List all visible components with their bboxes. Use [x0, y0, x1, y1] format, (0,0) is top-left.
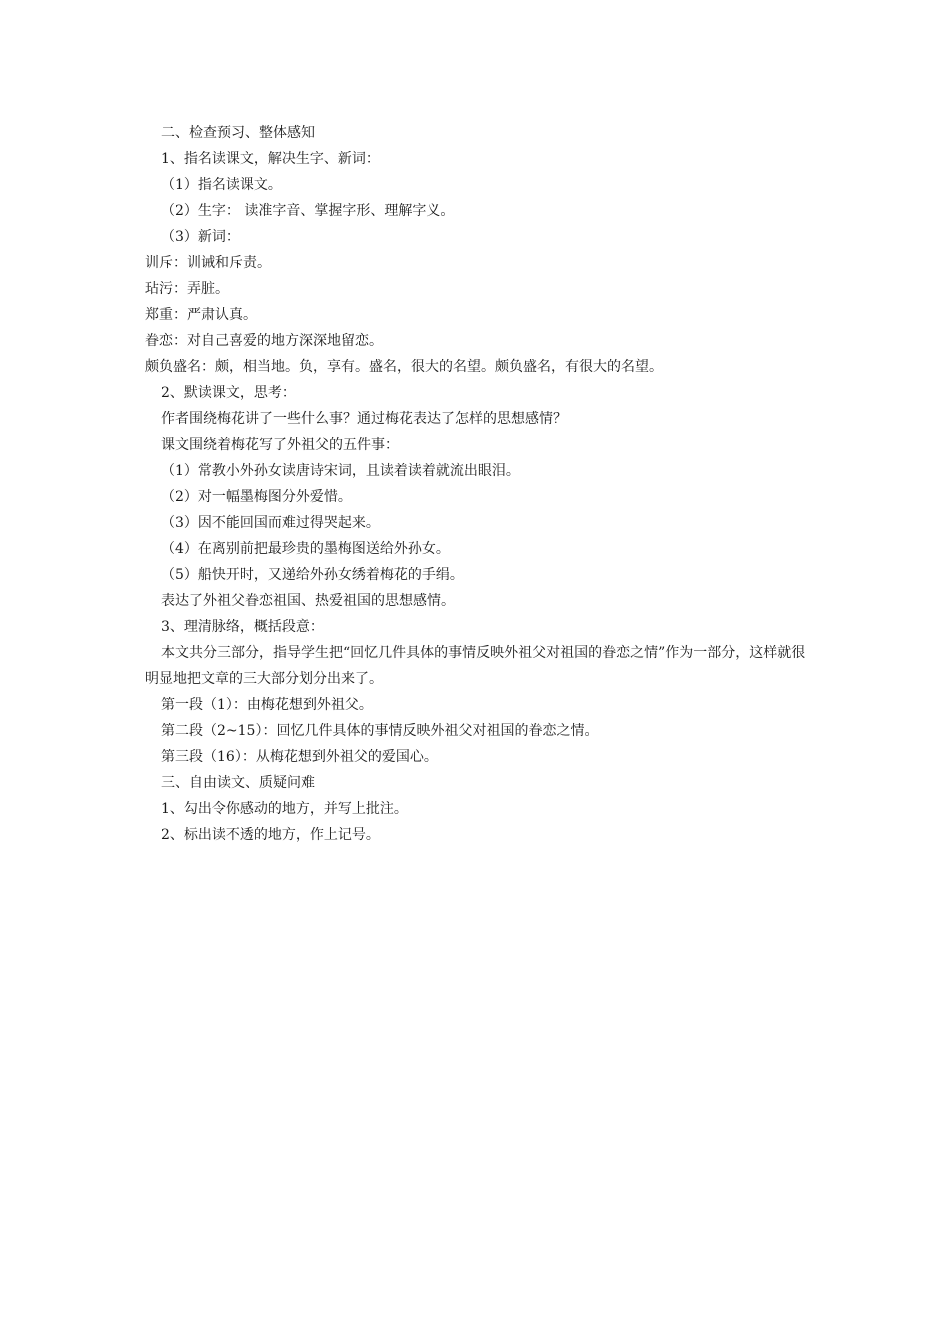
- step-heading-1: 1、指名读课文，解决生字、新词：: [161, 151, 380, 167]
- vocab-entry: 玷污：弄脏。: [145, 281, 229, 297]
- list-item: （3）新词：: [161, 229, 240, 245]
- document-body: [145, 120, 815, 848]
- list-item: （4）在离别前把最珍贵的墨梅图送给外孙女。: [161, 541, 450, 557]
- section-heading-3: 三、自由读文、质疑问难: [161, 775, 315, 791]
- step-heading-2: 2、默读课文，思考：: [161, 385, 296, 401]
- vocab-entry: 眷恋：对自己喜爱的地方深深地留恋。: [145, 333, 383, 349]
- list-item: 2、标出读不透的地方，作上记号。: [161, 827, 380, 843]
- list-item: （1）常教小外孙女读唐诗宋词，且读着读着就流出眼泪。: [161, 463, 520, 479]
- section-summary: 第二段（2~15）：回忆几件具体的事情反映外祖父对祖国的眷恋之情。: [161, 723, 599, 739]
- section-summary: 第一段（1）：由梅花想到外祖父。: [161, 697, 373, 713]
- list-item: 1、勾出令你感动的地方，并写上批注。: [161, 801, 408, 817]
- vocab-entry: 郑重：严肃认真。: [145, 307, 257, 323]
- paragraph-text: 表达了外祖父眷恋祖国、热爱祖国的思想感情。: [161, 593, 455, 609]
- paragraph-text: 本文共分三部分，指导学生把“回忆几件具体的事情反映外祖父对祖国的眷恋之情”作为一部分，这样就很明显地把文章的三大部分划分出来了。: [145, 645, 806, 687]
- list-item: （5）船快开时，又递给外孙女绣着梅花的手绢。: [161, 567, 464, 583]
- list-item: （3）因不能回国而难过得哭起来。: [161, 515, 380, 531]
- paragraph-text: 课文围绕着梅花写了外祖父的五件事：: [161, 437, 399, 453]
- list-item: （1）指名读课文。: [161, 177, 282, 193]
- section-heading-2: 二、检查预习、整体感知: [161, 125, 315, 141]
- step-heading-3: 3、理清脉络，概括段意：: [161, 619, 324, 635]
- vocab-entry: 颇负盛名：颇，相当地。负，享有。盛名，很大的名望。颇负盛名，有很大的名望。: [145, 359, 663, 375]
- section-summary: 第三段（16）：从梅花想到外祖父的爱国心。: [161, 749, 438, 765]
- list-item: （2）对一幅墨梅图分外爱惜。: [161, 489, 352, 505]
- question-text: 作者围绕梅花讲了一些什么事？通过梅花表达了怎样的思想感情？: [161, 411, 567, 427]
- vocab-entry: 训斥：训诫和斥责。: [145, 255, 271, 271]
- list-item: （2）生字： 读准字音、掌握字形、理解字义。: [161, 203, 455, 219]
